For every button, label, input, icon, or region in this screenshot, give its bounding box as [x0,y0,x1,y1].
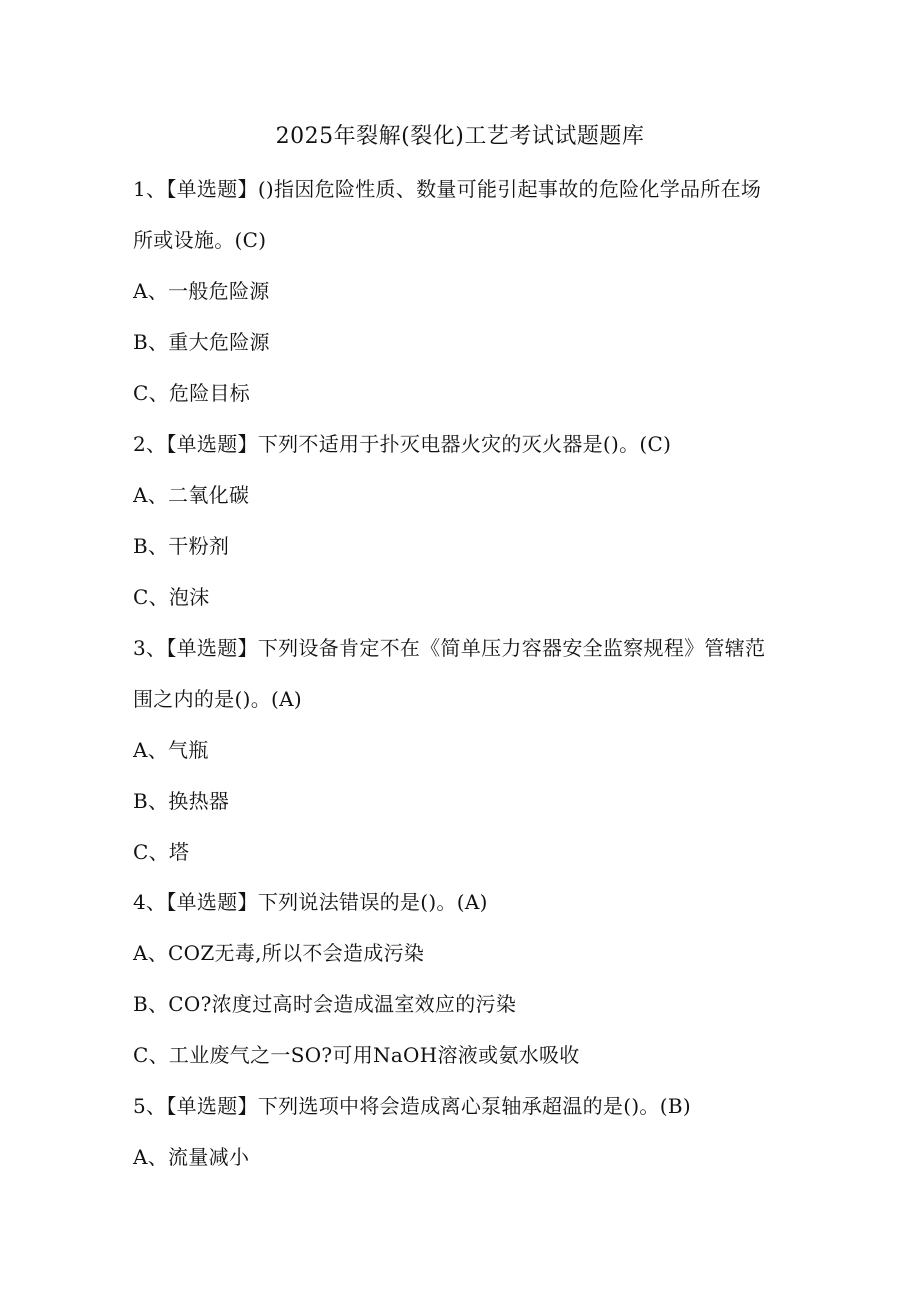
question-1-text-cont: 所或设施。(C) [133,228,267,252]
question-4-option-b: B、CO?浓度过高时会造成温室效应的污染 [133,992,517,1016]
question-3-option-a: A、气瓶 [133,738,209,762]
document-title: 2025年裂解(裂化)工艺考试试题题库 [275,124,645,149]
question-2-option-b: B、干粉剂 [133,534,230,558]
question-3-option-c: C、塔 [133,840,190,864]
question-2-option-a: A、二氧化碳 [133,483,250,507]
question-1-option-a: A、一般危险源 [133,279,270,303]
question-3-option-b: B、换热器 [133,789,230,813]
question-2-text: 2、【单选题】下列不适用于扑灭电器火灾的灭火器是()。(C) [133,432,672,456]
question-4-text: 4、【单选题】下列说法错误的是()。(A) [133,890,488,914]
question-1-text: 1、【单选题】()指因危险性质、数量可能引起事故的危险化学品所在场 [133,177,762,201]
question-1-option-c: C、危险目标 [133,381,251,405]
question-2-option-c: C、泡沫 [133,585,210,609]
question-5-option-a: A、流量减小 [133,1145,250,1169]
question-4-option-a: A、COZ无毒,所以不会造成污染 [133,941,425,965]
question-5-text: 5、【单选题】下列选项中将会造成离心泵轴承超温的是()。(B) [133,1094,691,1118]
question-3-text: 3、【单选题】下列设备肯定不在《简单压力容器安全监察规程》管辖范 [133,636,766,660]
question-1-option-b: B、重大危险源 [133,330,270,354]
question-3-text-cont: 围之内的是()。(A) [133,687,302,711]
question-4-option-c: C、工业废气之一SO?可用NaOH溶液或氨水吸收 [133,1043,580,1067]
